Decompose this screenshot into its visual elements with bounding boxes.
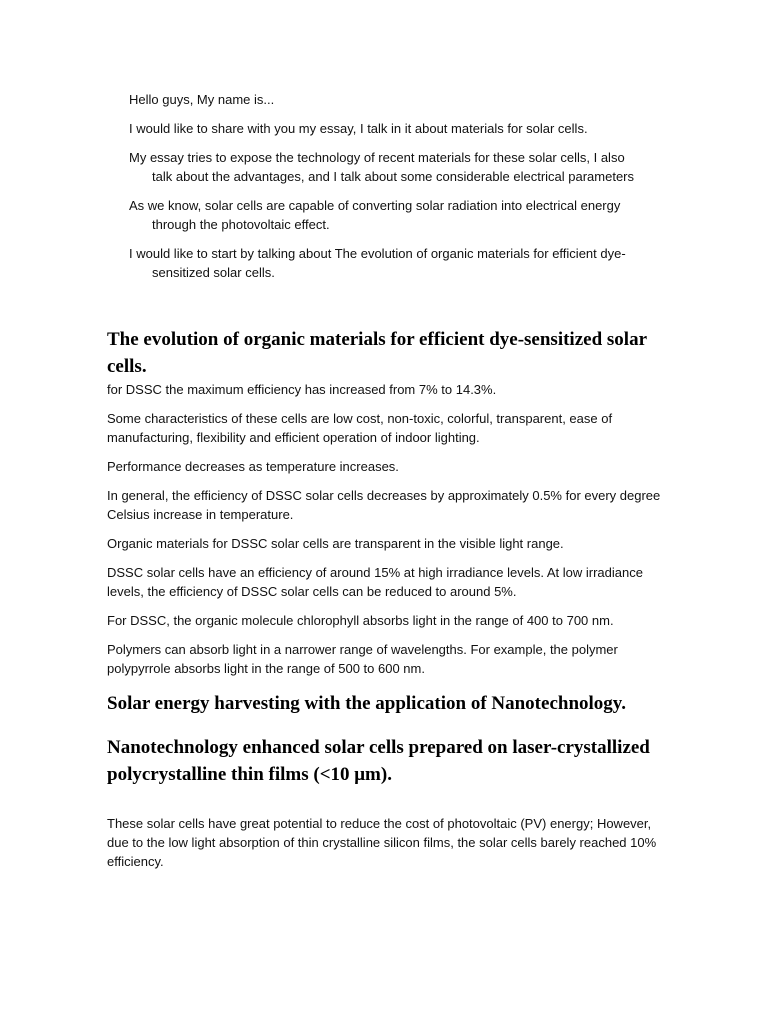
section-dssc bbox=[107, 326, 667, 688]
dssc-paragraph-4: In general, the efficiency of DSSC solar cells decreases by approximately 0.5% for every degree Celsius increase in temperature. bbox=[107, 488, 661, 522]
intro-paragraph-3: My essay tries to expose the technology of recent materials for these solar cells, I also talk about the advantages, and I talk about some considerable electrical parameters bbox=[129, 150, 635, 184]
section-nanotech-solar-cells bbox=[107, 734, 667, 881]
dssc-paragraph-1: for DSSC the maximum efficiency has increased from 7% to 14.3%. bbox=[107, 382, 497, 397]
dssc-paragraph-7: For DSSC, the organic molecule chlorophyll absorbs light in the range of 400 to 700 nm. bbox=[107, 613, 614, 628]
intro-block bbox=[129, 90, 639, 292]
intro-paragraph-4: As we know, solar cells are capable of converting solar radiation into electrical energy through the photovoltaic effect. bbox=[129, 198, 621, 232]
dssc-paragraph-8: Polymers can absorb light in a narrower range of wavelengths. For example, the polymer polypyrrole absorbs light in the range of 500 to 600 nm. bbox=[107, 642, 618, 676]
intro-paragraph-5: I would like to start by talking about The evolution of organic materials for efficient dye-sensitized solar cells. bbox=[129, 246, 626, 280]
section-nanotech-harvesting bbox=[107, 690, 667, 717]
dssc-paragraph-3: Performance decreases as temperature increases. bbox=[107, 459, 399, 474]
dssc-paragraph-6: DSSC solar cells have an efficiency of around 15% at high irradiance levels. At low irradiance levels, the efficiency of DSSC solar cells can be reduced to around 5%. bbox=[107, 565, 643, 599]
nanotech-paragraph-1: These solar cells have great potential to reduce the cost of photovoltaic (PV) energy; However, due to the low light absorption of thin crystalline silicon films, the solar cells barely reached 10% efficiency. bbox=[107, 816, 657, 869]
section-heading-nanotech-harvesting: Solar energy harvesting with the application of Nanotechnology. bbox=[107, 693, 626, 714]
intro-paragraph-2: I would like to share with you my essay, I talk in it about materials for solar cells. bbox=[129, 121, 588, 136]
dssc-paragraph-2: Some characteristics of these cells are low cost, non-toxic, colorful, transparent, ease of manufacturing, flexibility and efficient operation of indoor lighting. bbox=[107, 411, 613, 445]
intro-paragraph-1: Hello guys, My name is... bbox=[129, 92, 275, 107]
section-heading-nanotech-solar-cells: Nanotechnology enhanced solar cells prepared on laser-crystallized polycrystalline thin films (<10 μm). bbox=[107, 737, 650, 785]
dssc-paragraph-5: Organic materials for DSSC solar cells are transparent in the visible light range. bbox=[107, 536, 564, 551]
section-heading-dssc: The evolution of organic materials for efficient dye-sensitized solar cells. bbox=[107, 329, 647, 377]
